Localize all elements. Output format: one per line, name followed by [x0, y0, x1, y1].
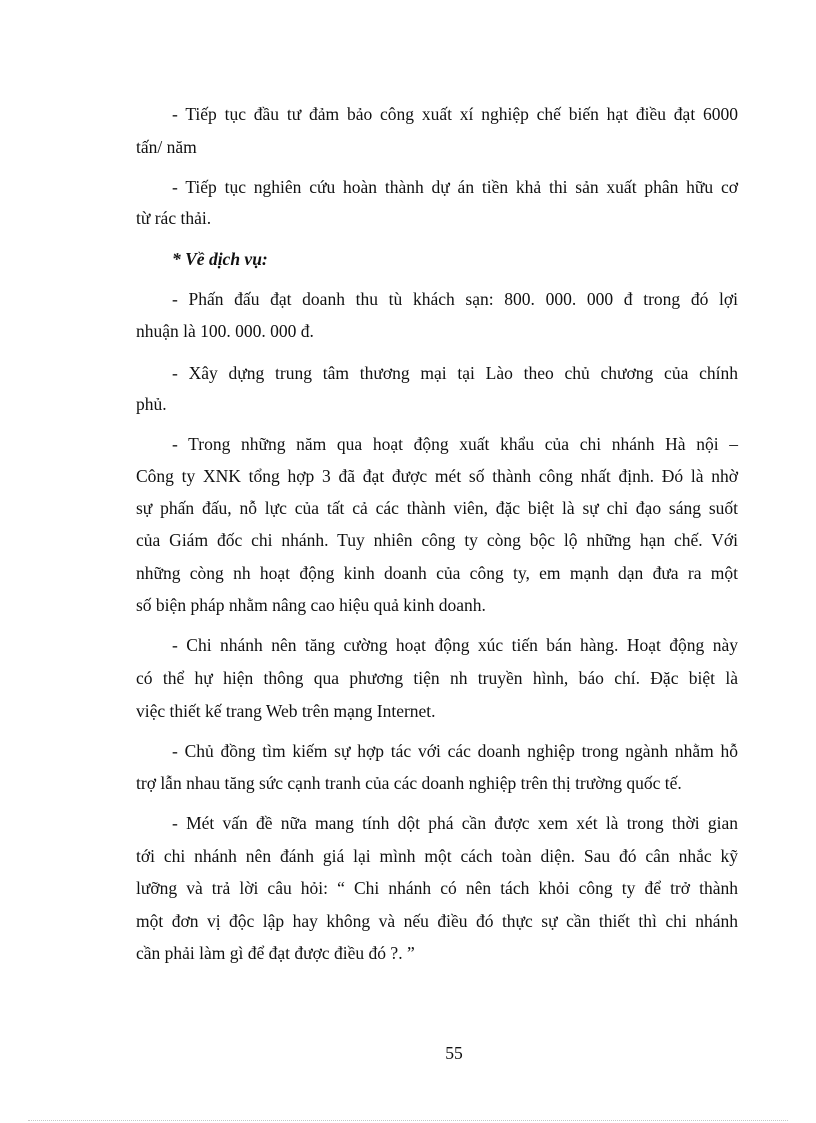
paragraph-line: - Mét vấn đề nữa mang tính dột phá cần được xem xét là trong thời gian: [172, 813, 738, 833]
paragraph-line: việc thiết kế trang Web trên mạng Internet.: [136, 701, 436, 721]
paragraph-line: cần phải làm gì để đạt được điều đó ?. ”: [136, 943, 415, 963]
paragraph-line: sự phấn đấu, nỗ lực của tất cả các thành viên, đặc biệt là sự chỉ đạo sáng suốt: [136, 498, 738, 518]
paragraph-line: - Chi nhánh nên tăng cường hoạt động xúc tiến bán hàng. Hoạt động này: [172, 635, 738, 655]
paragraph-line: một đơn vị độc lập hay không và nếu điều đó thực sự cần thiết thì chi nhánh: [136, 911, 738, 931]
paragraph-line: - Tiếp tục đầu tư đảm bảo công xuất xí nghiệp chế biến hạt điều đạt 6000: [172, 104, 738, 124]
paragraph-line: có thể hự hiện thông qua phương tiện nh truyền hình, báo chí. Đặc biệt là: [136, 668, 738, 688]
paragraph-line: - Trong những năm qua hoạt động xuất khẩu của chi nhánh Hà nội –: [172, 434, 738, 454]
paragraph-line: trợ lẫn nhau tăng sức cạnh tranh của các doanh nghiệp trên thị trường quốc tế.: [136, 773, 682, 793]
paragraph-line: - Xây dựng trung tâm thương mại tại Lào theo chủ chương của chính: [172, 363, 738, 383]
page-number: 55: [445, 1043, 463, 1063]
paragraph-line: tấn/ năm: [136, 137, 197, 157]
section-heading: * Về dịch vụ:: [172, 249, 268, 269]
paragraph-line: lưỡng và trả lời câu hỏi: “ Chi nhánh có nên tách khỏi công ty để trở thành: [136, 878, 738, 898]
paragraph-line: từ rác thải.: [136, 208, 212, 228]
paragraph-line: - Tiếp tục nghiên cứu hoàn thành dự án tiền khả thi sản xuất phân hữu cơ: [172, 177, 738, 197]
paragraph-line: những còng nh hoạt động kinh doanh của công ty, em mạnh dạn đưa ra một: [136, 563, 738, 583]
paragraph-line: số biện pháp nhằm nâng cao hiệu quả kinh doanh.: [136, 595, 486, 615]
paragraph-line: Công ty XNK tổng hợp 3 đã đạt được mét số thành công nhất định. Đó là nhờ: [136, 466, 738, 486]
paragraph-line: tới chi nhánh nên đánh giá lại mình một cách toàn diện. Sau đó cân nhắc kỹ: [136, 846, 738, 866]
paragraph-line: của Giám đốc chi nhánh. Tuy nhiên công ty còng bộc lộ những hạn chế. Với: [136, 530, 738, 550]
paragraph-line: - Phấn đấu đạt doanh thu tù khách sạn: 800. 000. 000 đ trong đó lợi: [172, 289, 738, 309]
paragraph-line: - Chủ đồng tìm kiếm sự hợp tác với các doanh nghiệp trong ngành nhằm hỗ: [172, 741, 738, 761]
paragraph-line: phủ.: [136, 394, 167, 414]
footer-divider: [28, 1120, 788, 1121]
paragraph-line: nhuận là 100. 000. 000 đ.: [136, 321, 314, 341]
